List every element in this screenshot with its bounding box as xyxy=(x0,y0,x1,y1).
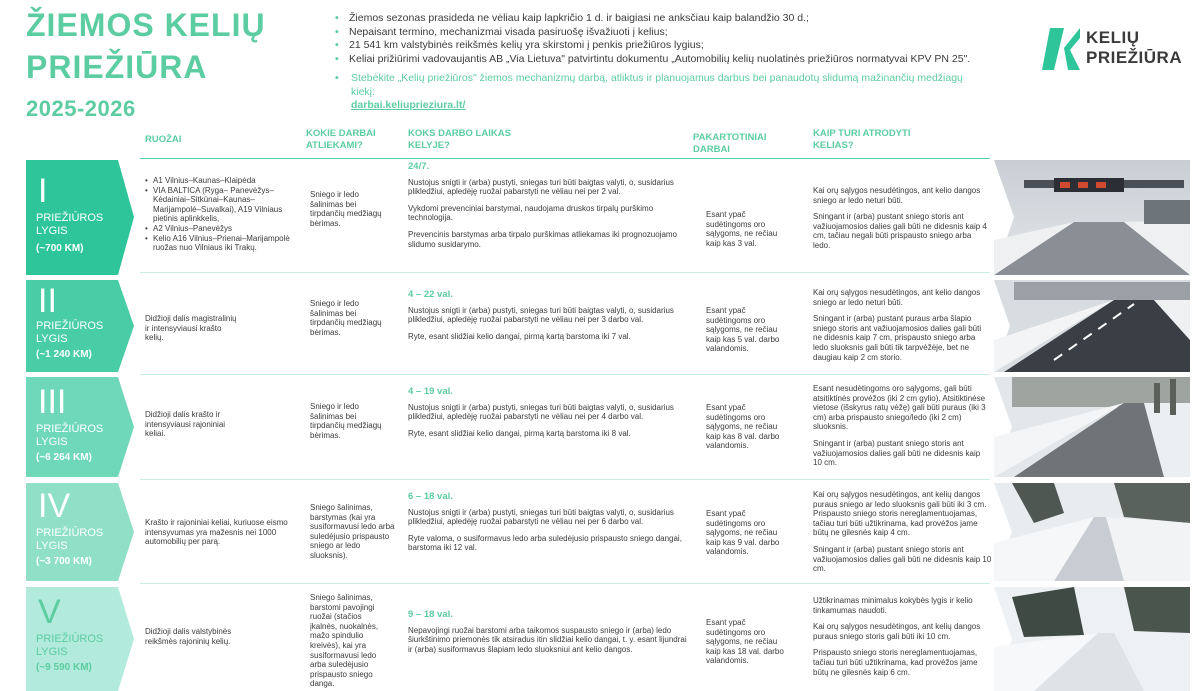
repeat-cell: Esant ypač sudėtingoms oro sąlygoms, ne rečiau kaip kas 18 val. darbo valandomis. xyxy=(706,618,784,666)
work-time: 24/7. xyxy=(408,161,430,172)
when-cell xyxy=(408,387,688,445)
level-label: PRIEŽIŪROS LYGIS xyxy=(36,633,104,658)
repeat-cell: Esant ypač sudėtingoms oro sąlygoms, ne rečiau kaip kas 5 val. darbo valandomis. xyxy=(706,306,780,354)
level-badge xyxy=(26,587,134,691)
level-label: PRIEŽIŪROS LYGIS xyxy=(36,320,104,345)
look-cell xyxy=(813,288,991,369)
level-roman: IV xyxy=(38,487,71,525)
level-label: PRIEŽIŪROS LYGIS xyxy=(36,527,104,552)
look-paragraph: Sningant ir (arba) pustant sniego storis ant važiuojamosios dalies gali būti ne didesnis kaip 10 cm. xyxy=(813,544,992,574)
works-cell: Sniego šalinimas, barstomi pavojingi ruožai (stačios įkalnės, nuokalnės, mažo spindulio kreivės), kai yra susiformavusi ledo arba suledėjusio prispausto sniego danga. xyxy=(310,593,379,689)
header-when: KOKS DARBO LAIKAS KELYJE? xyxy=(408,128,511,151)
when-paragraph: Prevencinis barstymas arba tirpalo purškimas atliekamas iki prognozuojamo slidumo susidarymo. xyxy=(408,229,678,249)
look-cell xyxy=(813,186,988,258)
repeat-cell: Esant ypač sudėtingoms oro sąlygoms, ne rečiau kaip kas 3 val. xyxy=(706,210,778,248)
look-paragraph: Sningant ir (arba) pustant puraus arba šlapio sniego storis ant važiuojamosios dalies gali būti ne didesnis kaip 7 cm, prispausto sniego arba ledo sluoksnis gali būti tik tarpvėžėje, bet ne daugiau kaip 2 cm storio. xyxy=(813,314,982,362)
look-cell xyxy=(813,596,993,684)
road-photo-level-3 xyxy=(994,377,1190,477)
logo-line-2: PRIEŽIŪRA xyxy=(1086,48,1183,67)
when-cell xyxy=(408,610,688,661)
level-roman: III xyxy=(38,383,67,421)
look-paragraph: Sningant ir (arba) pustant sniego storis ant važiuojamosios dalies gali būti ne didesnis kaip 10 cm. xyxy=(813,438,981,468)
when-paragraph: Nustojus snigti ir (arba) pustyti, sniegas turi būti baigtas valyti, o, susidarius plikledžiui, apledėję ruožai pabarstyti ne vėliau nei per 3 darbo val. xyxy=(408,305,674,325)
title-years: 2025-2026 xyxy=(26,96,136,121)
level-label: PRIEŽIŪROS LYGIS xyxy=(36,212,104,237)
repeat-cell: Esant ypač sudėtingoms oro sąlygoms, ne rečiau kaip kas 9 val. darbo valandomis. xyxy=(706,509,780,557)
works-cell: Sniego ir ledo šalinimas bei tirpdančių medžiagų bėrimas. xyxy=(310,190,382,228)
header-roads: RUOŽAI xyxy=(145,134,182,145)
level-badge xyxy=(26,483,134,581)
row-divider xyxy=(140,583,990,584)
road-item: • VIA BALTICA (Ryga– Panevėžys–Kėdainiai–Sitkūnai–Kaunas–Marijampolė–Suvalkai), A19 Vilniaus pietinis aplinkkelis, xyxy=(145,186,295,224)
row-divider xyxy=(140,374,990,375)
road-photo-level-2 xyxy=(994,280,1190,372)
row-divider xyxy=(140,272,990,273)
works-cell: Sniego ir ledo šalinimas bei tirpdančių medžiagų bėrimas. xyxy=(310,402,382,440)
look-cell xyxy=(813,384,991,475)
logo-mark-icon xyxy=(1042,26,1082,72)
road-photo-level-1 xyxy=(994,160,1190,275)
level-roman: II xyxy=(38,282,57,320)
level-roman: I xyxy=(38,172,48,210)
row-divider xyxy=(140,479,990,480)
works-cell: Sniego šalinimas, barstymas (kai yra susiformavusi ledo arba suledėjusio prispausto sniego ar ledo sluoksnis). xyxy=(310,503,395,560)
when-paragraph: Ryte valoma, o susiformavus ledo arba suledėjusio prispausto sniego dangai, barstoma iki 12 val. xyxy=(408,533,682,553)
look-paragraph: Užtikrinamas minimalus kokybės lygis ir kelio tinkamumas naudoti. xyxy=(813,596,973,615)
intro-bullets xyxy=(333,12,973,113)
bullet-item: • 21 541 km valstybinės reikšmės kelių yra skirstomi į penkis priežiūros lygius; xyxy=(333,39,973,53)
road-item: • A2 Vilnius–Panevėžys xyxy=(145,224,295,234)
look-cell xyxy=(813,490,993,581)
brand-logo xyxy=(1042,26,1192,72)
roads-cell: Didžioji dalis krašto ir intensyviausi rajoniniai keliai. xyxy=(145,410,226,439)
works-cell: Sniego ir ledo šalinimas bei tirpdančių medžiagų bėrimas. xyxy=(310,299,382,337)
when-paragraph: Ryte, esant slidžiai kelio dangai, pirmą kartą barstoma iki 7 val. xyxy=(408,331,631,341)
look-paragraph: Kai orų sąlygos nesudėtingos, ant kelio dangos sniego ar ledo neturi būti. xyxy=(813,186,981,205)
road-photo-level-5 xyxy=(994,587,1190,691)
look-paragraph: Prispausto sniego storis nereglamentuojamas, tačiau turi būti užtikrinama, kad provėžos jame būtų ne gilesnės kaip 6 cm. xyxy=(813,648,978,677)
roads-cell: Didžioji dalis valstybinės reikšmės rajoninių kelių. xyxy=(145,627,232,646)
road-item: • Kelio A16 Vilnius–Prienai–Marijampolė ruožas nuo Vilniaus iki Trakų. xyxy=(145,234,295,253)
when-paragraph: Vykdomi prevenciniai barstymai, naudojama druskos tirpalų purškimo technologija. xyxy=(408,203,654,223)
header-repeat: PAKARTOTINIAI DARBAI xyxy=(693,132,767,155)
when-paragraph: Nustojus snigti ir (arba) pustyti, sniegas turi būti baigtas valyti, o, susidarius plikledžiui, apledėję ruožai pabarstyti ne vėliau nei per 6 darbo val. xyxy=(408,507,674,527)
when-paragraph: Nustojus snigti ir (arba) pustyti, sniegas turi būti baigtas valyti, o, susidarius plikledžiui, apledėję ruožai pabarstyti ne vėliau nei per 2 val. xyxy=(408,177,674,197)
road-item: • A1 Vilnius–Kaunas–Klaipėda xyxy=(145,176,295,186)
when-paragraph: Nustojus snigti ir (arba) pustyti, sniegas turi būti baigtas valyti, o, susidarius plikledžiui, apledėję ruožai pabarstyti ne vėliau nei per 4 darbo val. xyxy=(408,402,674,422)
bullet-item: • Nepaisant termino, mechanizmai visada pasiruošę išvažiuoti į kelius; xyxy=(333,26,973,40)
when-paragraph: Ryte, esant slidžiai kelio dangai, pirmą kartą barstoma iki 8 val. xyxy=(408,428,631,438)
level-roman: V xyxy=(38,593,61,631)
look-paragraph: Kai orų sąlygos nesudėtingos, ant kelio dangos sniego ar ledo neturi būti. xyxy=(813,288,981,307)
page-title xyxy=(26,4,266,124)
repeat-cell: Esant ypač sudėtingoms oro sąlygoms, ne rečiau kaip kas 8 val. darbo valandomis. xyxy=(706,403,780,451)
bullet-item: • Žiemos sezonas prasideda ne vėliau kaip lapkričio 1 d. ir baigiasi ne anksčiau kaip balandžio 30 d.; xyxy=(333,12,973,26)
level-badge xyxy=(26,377,134,477)
header-look: KAIP TURI ATRODYTI KELIAS? xyxy=(813,128,911,151)
when-cell xyxy=(408,290,688,348)
look-paragraph: Sningant ir (arba) pustant sniego storis ant važiuojamosios dalies gali būti ne didesnis kaip 4 cm, tačiau negali būti prispausto sniego arba ledo. xyxy=(813,212,987,250)
work-time: 4 – 22 val. xyxy=(408,289,453,300)
level-badge xyxy=(26,160,134,275)
when-paragraph: Nepavojingi ruožai barstomi arba taikomos suspausto sniego ir (arba) ledo šiurkštinimo priemonės tik atsiradus itin slidžiai kelio dangai, t. y. esant lijundrai ir (arba) susiformavus šlapiam ledo sluoksniui ant kelio dangos. xyxy=(408,625,687,654)
level-km: (~1 240 KM) xyxy=(36,349,92,360)
level-label: PRIEŽIŪROS LYGIS xyxy=(36,423,104,448)
level-km: (~6 264 KM) xyxy=(36,452,92,463)
roads-cell xyxy=(145,176,295,253)
work-time: 4 – 19 val. xyxy=(408,386,453,397)
level-badge xyxy=(26,280,134,372)
works-link[interactable]: darbai.keliuprieziura.lt/ xyxy=(351,99,466,111)
level-km: (~9 590 KM) xyxy=(36,662,92,673)
header-divider xyxy=(140,158,990,159)
watch-text: Stebėkite „Kelių priežiūros" žiemos mechanizmų darbą, atliktus ir planuojamus darbus bei panaudotų slidumą mažinančių medžiagų kiekį: xyxy=(351,72,963,98)
roads-cell: Didžioji dalis magistralinių ir intensyviausi krašto kelių. xyxy=(145,314,237,343)
bullet-item: • Keliai prižiūrimi vadovaujantis AB „Via Lietuva" patvirtintu dokumentu „Automobilių kelių nuolatinės priežiūros normatyvai KPV PN 25". xyxy=(333,53,973,67)
work-time: 6 – 18 val. xyxy=(408,491,453,502)
roads-cell: Krašto ir rajoniniai keliai, kuriuose eismo intensyvumas yra mažesnis nei 1000 automobilių per parą. xyxy=(145,518,288,547)
work-time: 9 – 18 val. xyxy=(408,609,453,620)
look-paragraph: Esant nesudėtingoms oro sąlygoms, gali būti atsitiktinės provėžos (iki 2 cm gylio). Atsitiktinėse vietose (išskyrus ratų vėžę) gali būti puraus (iki 3 cm) arba prispausto sniego/ledo (iki 2 cm) sluoksnis. xyxy=(813,384,986,432)
level-km: (~700 KM) xyxy=(36,243,84,254)
road-photo-level-4 xyxy=(994,483,1190,581)
look-paragraph: Kai orų sąlygos nesudėtingos, ant kelių dangos puraus sniego ar ledo sluoksnis gali būti iki 3 cm. Prispausto sniego storis nereglamentuojamas, tačiau turi būti užtikrinama, kad provėžos jame būtų ne gilesnės kaip 4 cm. xyxy=(813,490,987,538)
logo-line-1: KELIŲ xyxy=(1086,28,1140,47)
title-line-2: PRIEŽIŪRA xyxy=(26,49,208,85)
watch-bullet xyxy=(333,72,973,113)
when-cell xyxy=(408,492,688,560)
header-works: KOKIE DARBAI ATLIEKAMI? xyxy=(306,128,376,151)
title-line-1: ŽIEMOS KELIŲ xyxy=(26,7,266,43)
when-cell xyxy=(408,162,688,256)
look-paragraph: Kai orų sąlygos nesudėtingos, ant kelių dangos puraus sniego storis gali būti iki 10 cm. xyxy=(813,622,981,641)
level-km: (~3 700 KM) xyxy=(36,556,92,567)
